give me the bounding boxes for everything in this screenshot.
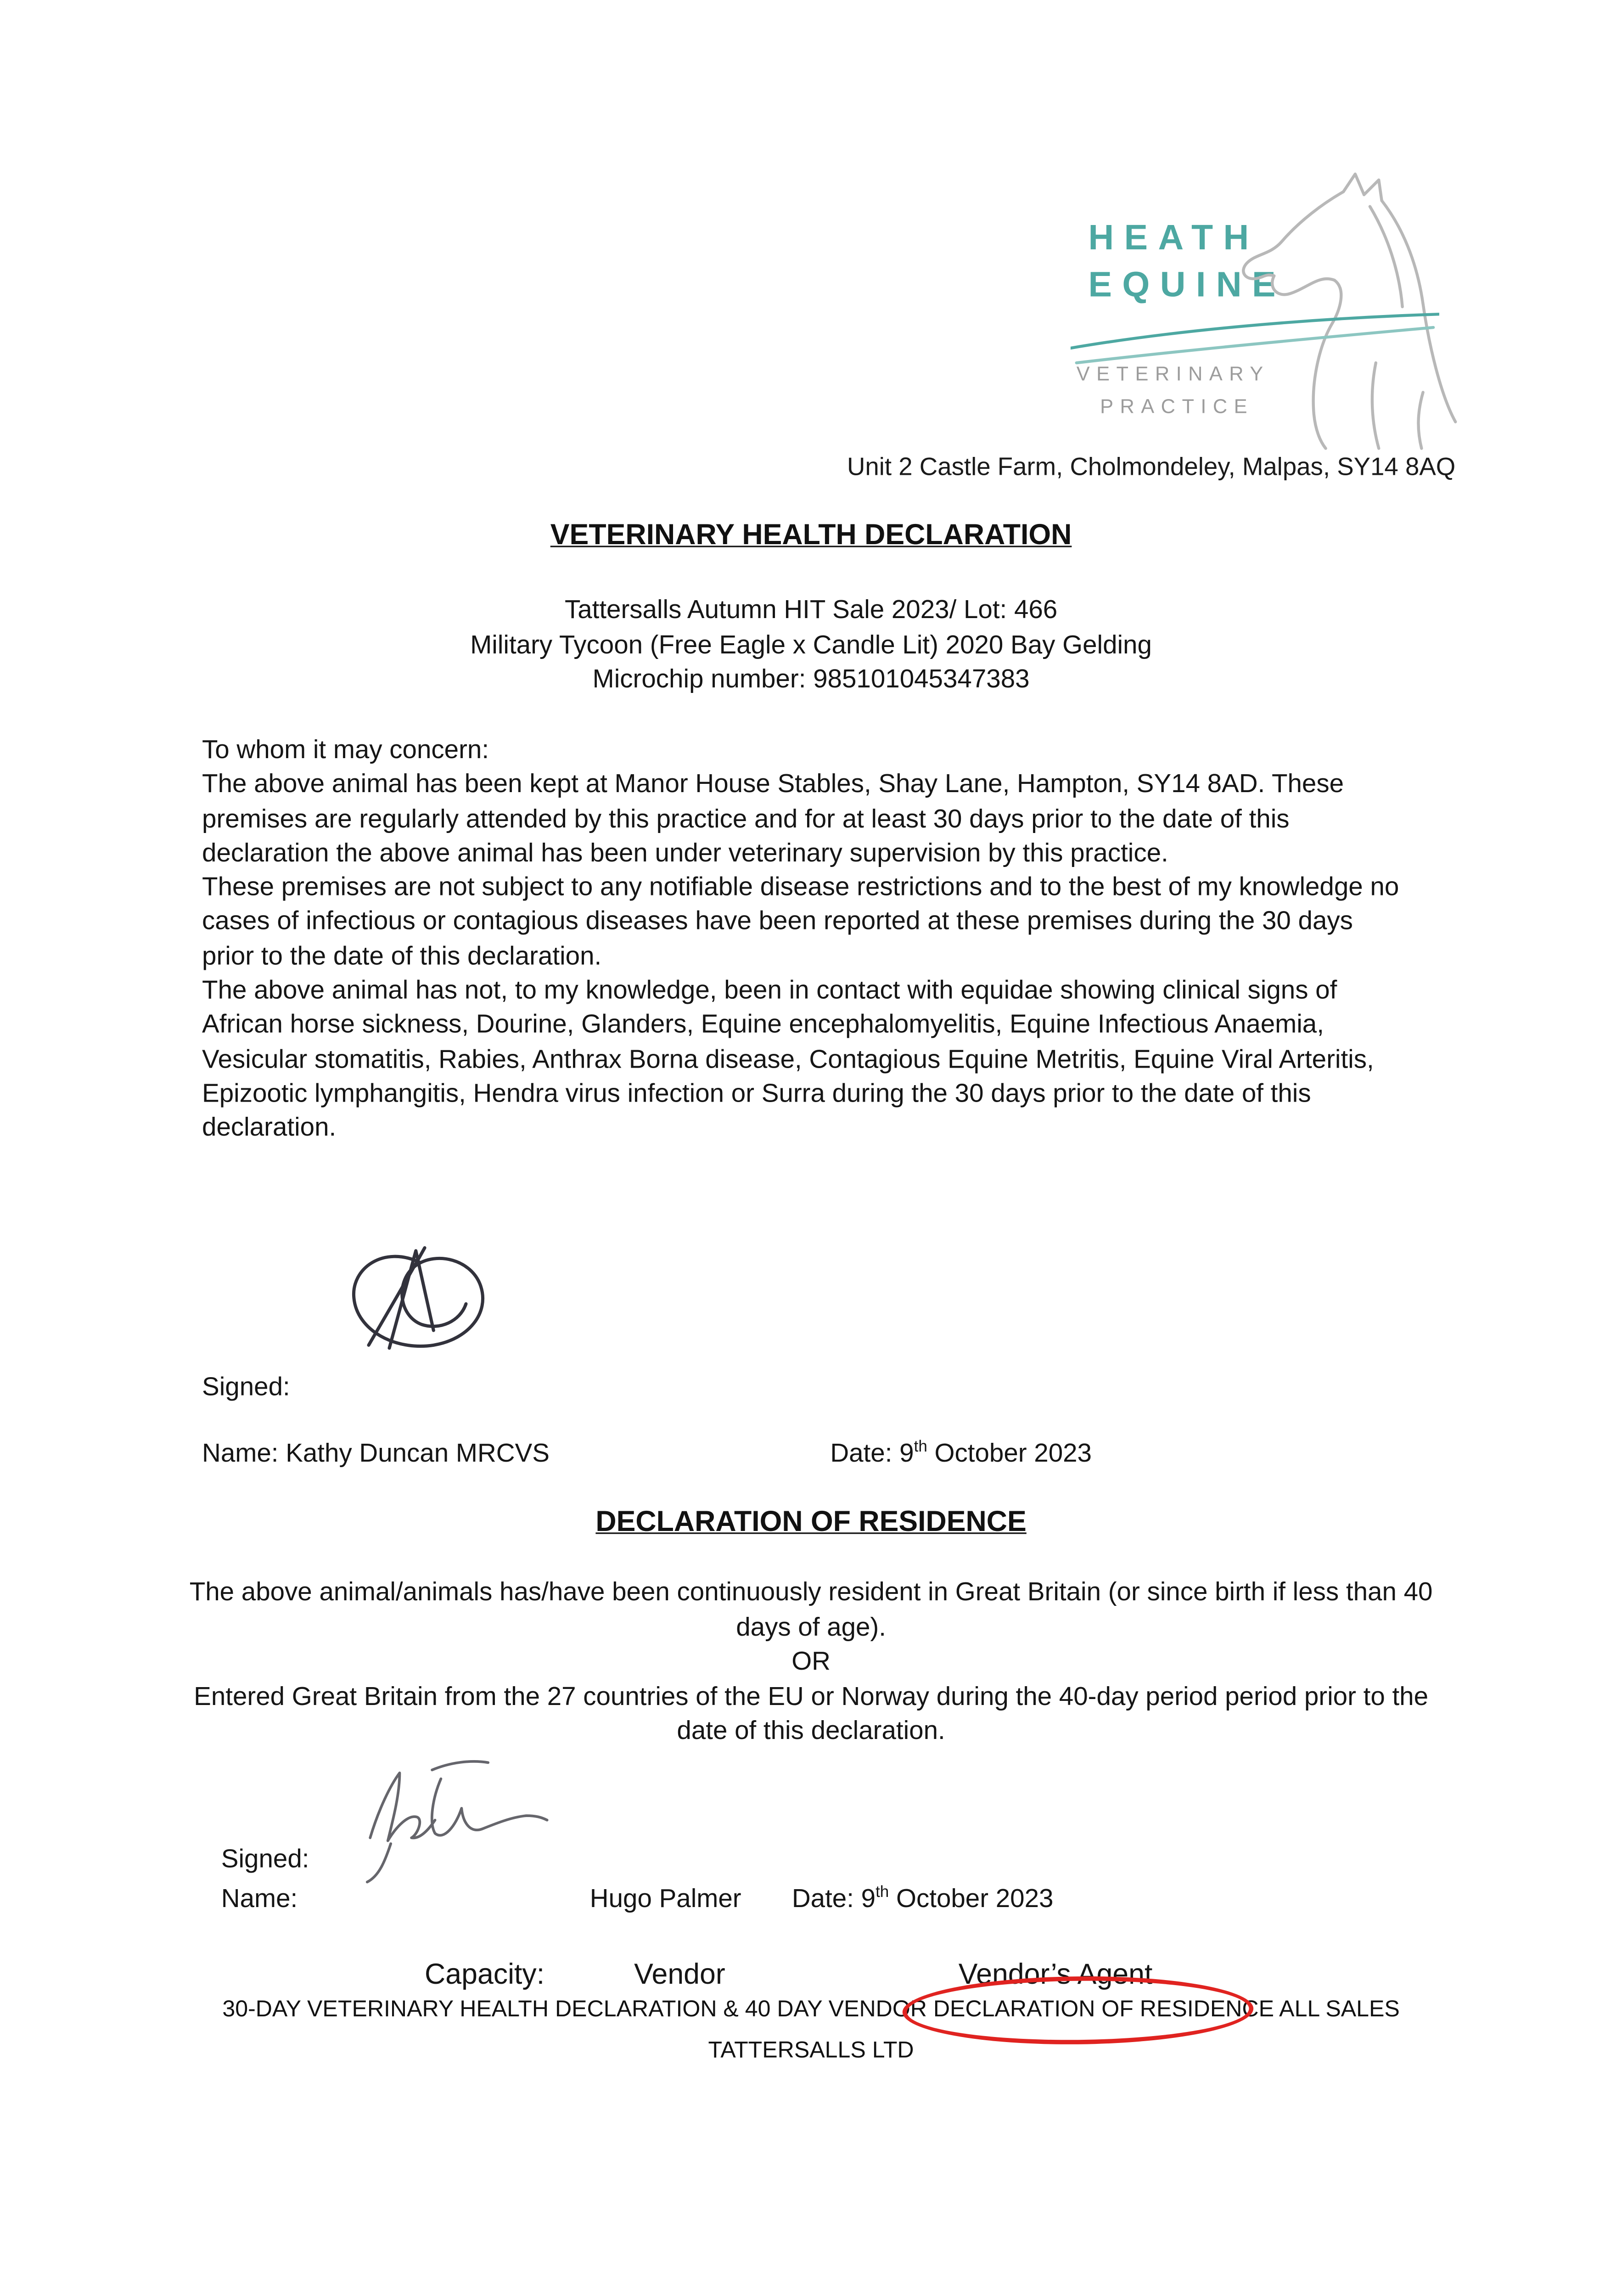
vet-name-line: Name: Kathy Duncan MRCVS [202,1438,550,1468]
body-paragraph: These premises are not subject to any notifiable disease restrictions and to the best of my knowledge no cases of infectious or contagious diseases have been reported at these premises during the 30 days prior to the date of this declaration. [202,872,1399,970]
logo-swoosh-icon [1071,307,1439,369]
vet-signed-label: Signed: [202,1372,290,1401]
vet-date-line [830,1438,1092,1469]
vendor-signed-label: Signed: [221,1843,309,1874]
body-paragraph: The above animal has been kept at Manor House Stables, Shay Lane, Hampton, SY14 8AD. These premises are regularly attended by this practice and for at least 30 days prior to the date of this declaration the above animal has been under veterinary supervision by this practice. [202,769,1344,867]
horse-line: Military Tycoon (Free Eagle x Candle Lit) 2020 Bay Gelding [470,629,1152,659]
vendor-date-suffix: October 2023 [889,1883,1054,1913]
vendor-date-ordinal: th [876,1884,889,1902]
capacity-vendors-agent: Vendor’s Agent [958,1958,1153,1992]
capacity-label: Capacity: [425,1958,545,1992]
vendor-date-line [792,1884,1054,1914]
logo-veterinary-text: VETERINARY [1076,363,1270,385]
red-circle-annotation [902,1975,1254,2046]
logo-practice-text: PRACTICE [1100,395,1254,417]
sale-info-block [0,593,1622,697]
sale-line: Tattersalls Autumn HIT Sale 2023/ Lot: 466 [564,594,1058,624]
declaration-body [202,733,1411,1145]
vet-date-prefix: Date: 9 [830,1438,914,1468]
footer-tattersalls-line: TATTERSALLS LTD [708,2038,914,2064]
vendor-name-value: Hugo Palmer [589,1883,741,1913]
residence-statement-2: Entered Great Britain from the 27 countries of the EU or Norway during the 40-day period period prior to the date of this declaration. [194,1681,1429,1745]
body-paragraph: Epizootic lymphangitis, Hendra virus infection or Surra during the 30 days prior to the date of this declaration. [202,1078,1311,1142]
residence-title: DECLARATION OF RESIDENCE [595,1506,1027,1539]
residence-statement-1: The above animal/animals has/have been continuously resident in Great Britain (or since birth if less than 40 days of age). [189,1576,1433,1641]
microchip-line: Microchip number: 985101045347383 [592,664,1030,693]
vendor-signature-image [347,1752,553,1885]
capacity-vendor: Vendor [634,1958,725,1992]
vet-signature-image [339,1233,501,1358]
vet-date-suffix: October 2023 [927,1438,1092,1468]
residence-or: OR [791,1646,831,1676]
vet-date-ordinal: th [914,1438,927,1456]
salutation: To whom it may concern: [202,734,489,764]
practice-address: Unit 2 Castle Farm, Cholmondeley, Malpas, SY14 8AQ [847,453,1456,481]
vendor-date-prefix: Date: 9 [791,1883,876,1913]
footer-declaration-line: 30-DAY VETERINARY HEALTH DECLARATION & 40 DAY VENDOR DECLARATION OF RESIDENCE ALL SALES [222,1997,1400,2022]
document-title: VETERINARY HEALTH DECLARATION [550,519,1072,552]
residence-statements [0,1575,1622,1748]
logo-heath-text: HEATH [1088,218,1259,259]
body-paragraph: The above animal has not, to my knowledge, been in contact with equidae showing clinical signs of African horse sickness, Dourine, Glanders, Equine encephalomyelitis, Equine Infectious Anaemia, Vesicular stomatitis, Rabies, Anthrax Borna disease, Contagious Equine Metritis, Equine Viral Arteritis, [202,975,1374,1074]
logo-equine-text: EQUINE [1088,265,1286,305]
vendor-name-label: Name: [221,1883,298,1913]
